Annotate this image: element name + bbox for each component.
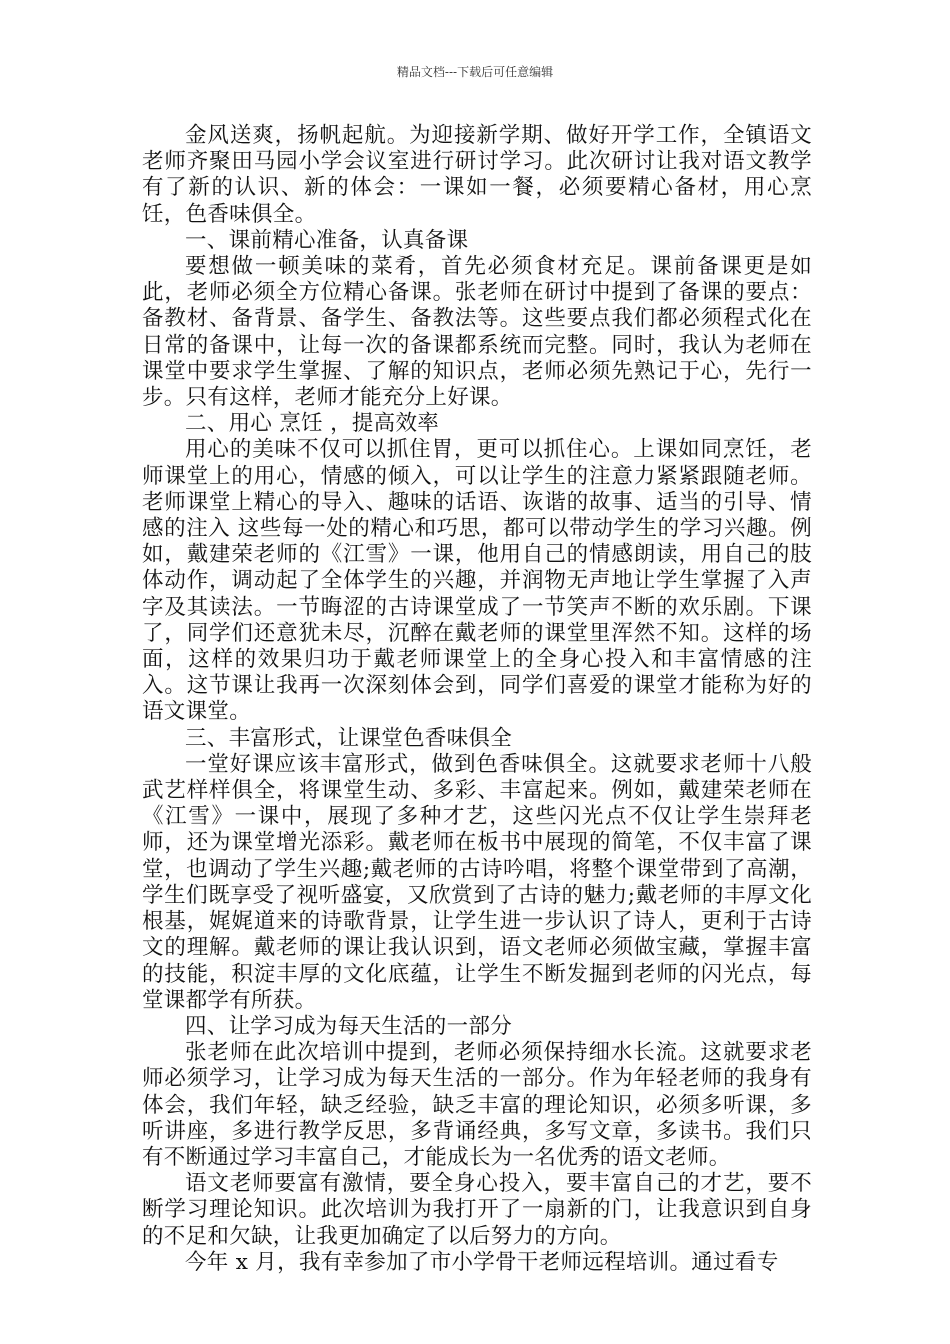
section-heading-3: 三、丰富形式，让课堂色香味俱全 xyxy=(185,725,513,751)
paragraph-intro: 金风送爽，扬帆起航。为迎接新学期、做好开学工作，全镇语文老师齐聚田马园小学会议室进行研讨学习。此次研讨让我对语文教学有了新的认识、新的体会：一课如一餐，必须要精心备材，用心烹饪，色香味俱全。 xyxy=(142,123,812,227)
page-header: 精品文档---下载后可任意编辑 xyxy=(396,65,554,79)
section-heading-2: 二、用心 烹饪 ，提高效率 xyxy=(185,411,440,437)
paragraph-section-4: 张老师在此次培训中提到，老师必须保持细水长流。这就要求老师必须学习，让学习成为每天生活的一部分。作为年轻老师的我身有体会，我们年轻，缺乏经验，缺乏丰富的理论知识，必须多听课，多听讲座，多进行教学反思，多背诵经典，多写文章，多读书。我们只有不断通过学习丰富自己，才能成长为一名优秀的语文老师。 xyxy=(142,1040,812,1170)
section-heading-1: 一、课前精心准备，认真备课 xyxy=(185,227,469,253)
paragraph-section-1: 要想做一顿美味的菜肴，首先必须食材充足。课前备课更是如此，老师必须全方位精心备课。张老师在研讨中提到了备课的要点：备教材、备背景、备学生、备教法等。这些要点我们都必须程式化在日常的备课中，让每一次的备课都系统而完整。同时，我认为老师在课堂中要求学生掌握、了解的知识点，老师必须先熟记于心，先行一步。只有这样，老师才能充分上好课。 xyxy=(142,254,812,411)
paragraph-conclusion: 语文老师要富有激情，要全身心投入，要丰富自己的才艺，要不断学习理论知识。此次培训为我打开了一扇新的门，让我意识到自身的不足和欠缺，让我更加确定了以后努力的方向。 xyxy=(142,1171,812,1249)
paragraph-section-2: 用心的美味不仅可以抓住胃，更可以抓住心。上课如同烹饪，老师课堂上的用心，情感的倾入，可以让学生的注意力紧紧跟随老师。老师课堂上精心的导入、趣味的话语、诙谐的故事、适当的引导、情感的注入 这些每一处的精心和巧思，都可以带动学生的学习兴趣。例如，戴建荣老师的《江雪》一课，他用自己的情感朗读，用自己的肢体动作，调动起了全体学生的兴趣，并润物无声地让学生掌握了入声字及其读法。一节晦涩的古诗课堂成了一节笑声不断的欢乐剧。下课了，同学们还意犹未尽，沉醉在戴老师的课堂里浑然不知。这样的场面，这样的效果归功于戴老师课堂上的全身心投入和丰富情感的注入。这节课让我再一次深刻体会到，同学们喜爱的课堂才能称为好的语文课堂。 xyxy=(142,437,812,725)
paragraph-next: 今年 x 月，我有幸参加了市小学骨干老师远程培训。通过看专 xyxy=(185,1249,779,1275)
section-heading-4: 四、让学习成为每天生活的一部分 xyxy=(185,1013,513,1039)
document-body xyxy=(142,123,812,1276)
paragraph-section-3: 一堂好课应该丰富形式，做到色香味俱全。这就要求老师十八般武艺样样俱全，将课堂生动、多彩、丰富起来。例如，戴建荣老师在《江雪》一课中，展现了多种才艺，这些闪光点不仅让学生崇拜老师，还为课堂增光添彩。戴老师在板书中展现的简笔，不仅丰富了课堂，也调动了学生兴趣;戴老师的古诗吟唱，将整个课堂带到了高潮，学生们既享受了视听盛宴，又欣赏到了古诗的魅力;戴老师的丰厚文化根基，娓娓道来的诗歌背景，让学生进一步认识了诗人，更利于古诗文的理解。戴老师的课让我认识到，语文老师必须做宝藏，掌握丰富的技能，积淀丰厚的文化底蕴，让学生不断发掘到老师的闪光点，每堂课都学有所获。 xyxy=(142,751,812,1013)
